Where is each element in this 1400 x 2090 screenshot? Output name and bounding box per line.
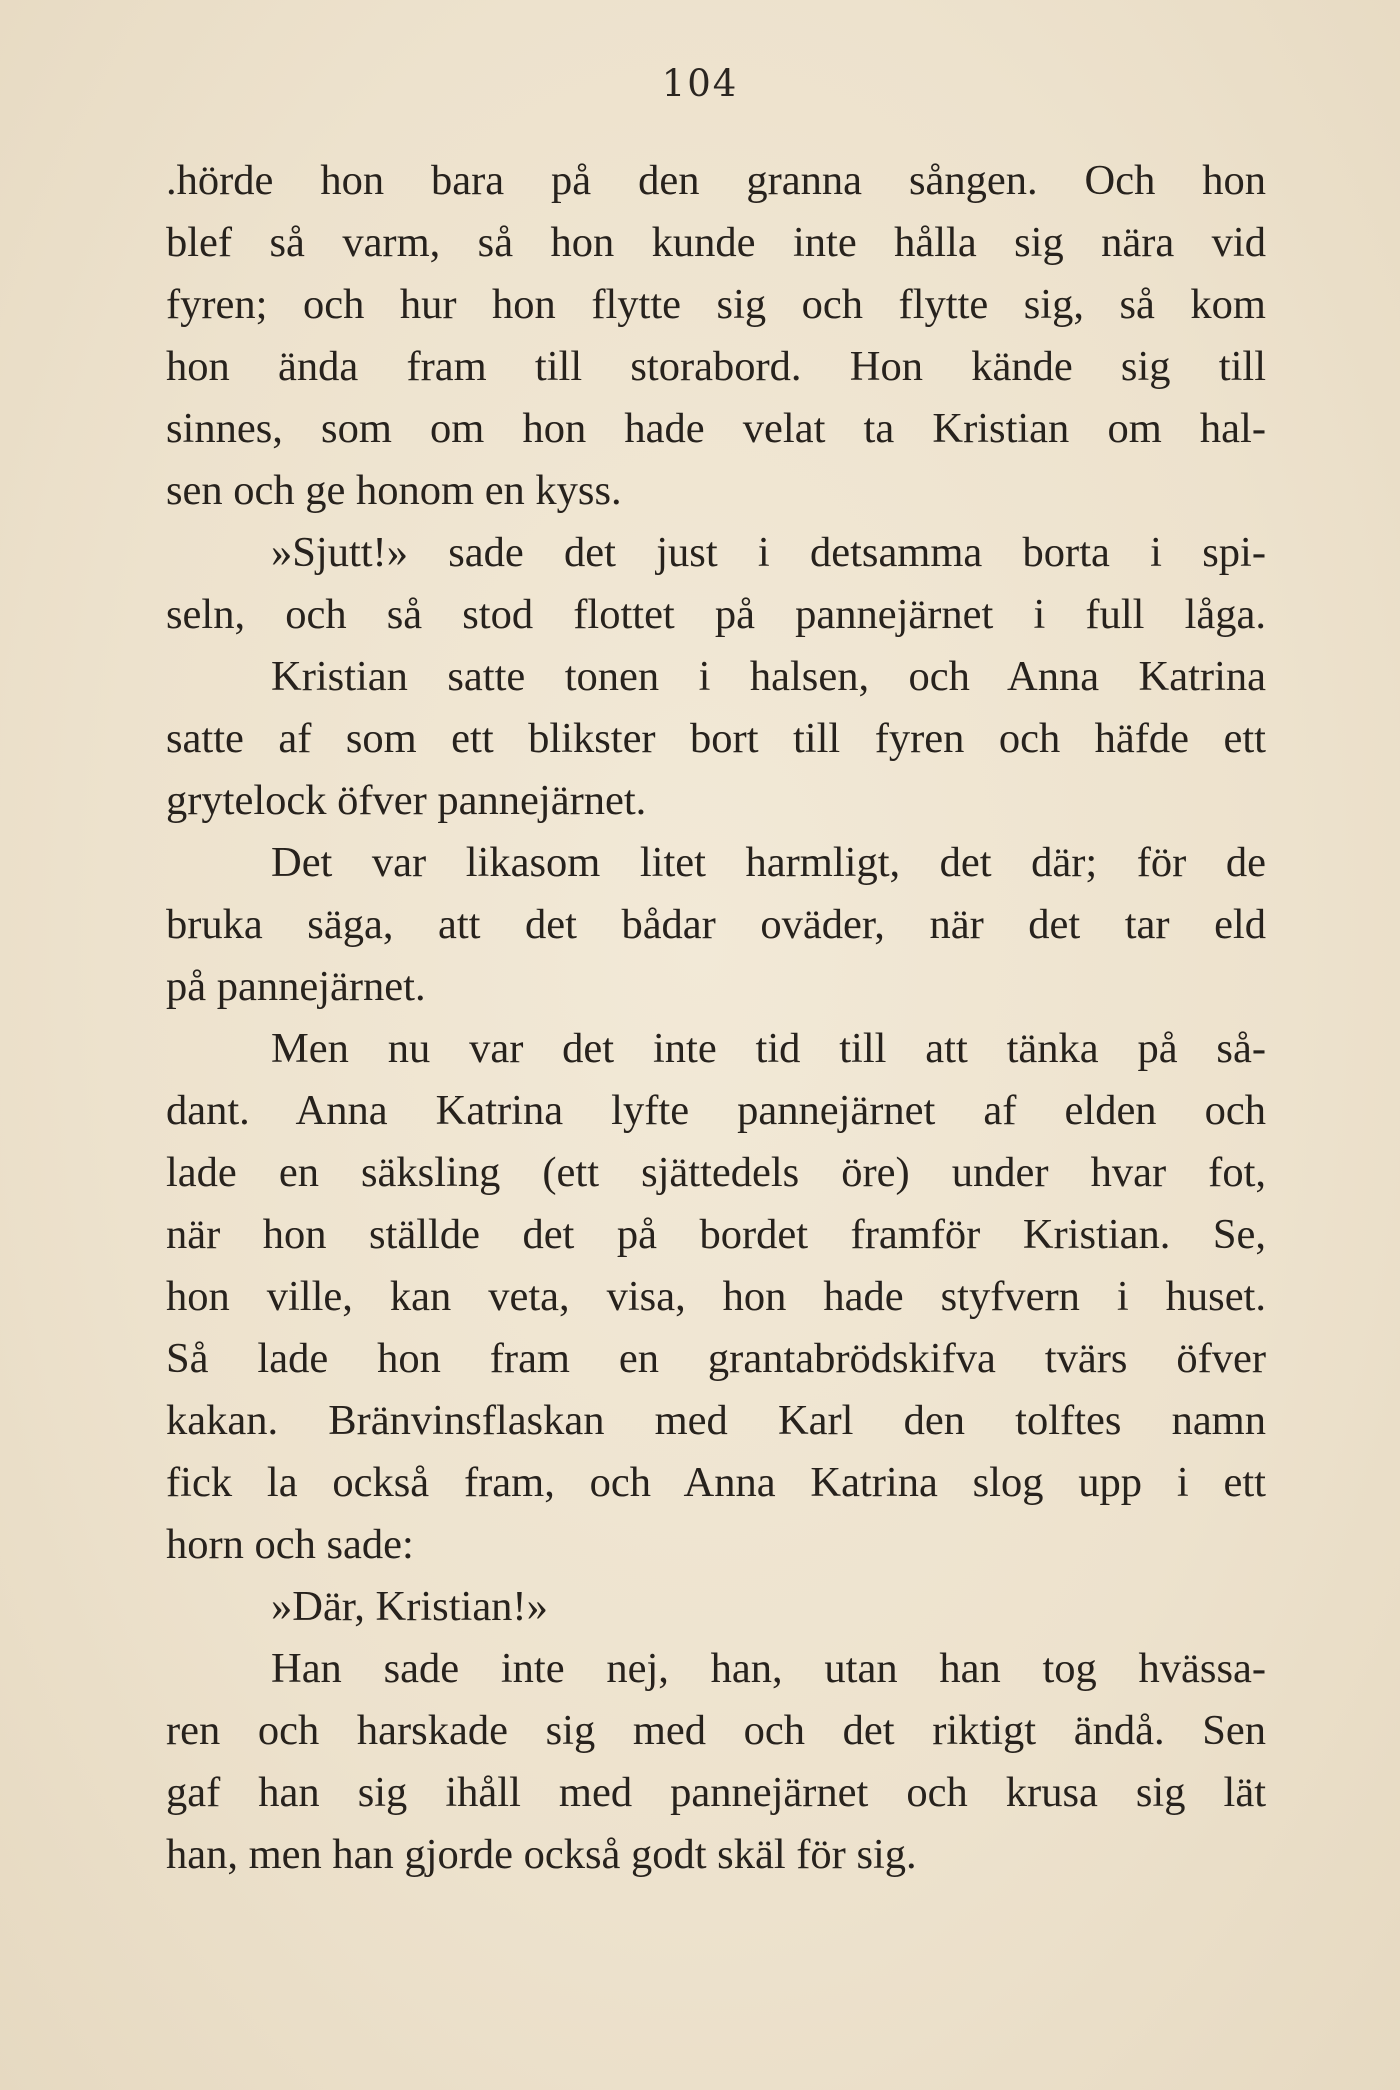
text-line: bruka säga, att det bådar oväder, när det tar eld	[166, 901, 1266, 948]
text-line: Det var likasom litet harmligt, det där; för de	[271, 839, 1266, 886]
text-line: Han sade inte nej, han, utan han tog hvässa-	[271, 1645, 1266, 1692]
text-line: satte af som ett blikster bort till fyren och häfde ett	[166, 715, 1266, 762]
text-line: på pannejärnet.	[166, 963, 426, 1010]
text-line: fick la också fram, och Anna Katrina slog upp i ett	[166, 1459, 1266, 1506]
text-line: sen och ge honom en kyss.	[166, 467, 622, 514]
text-line: Men nu var det inte tid till att tänka på så-	[271, 1025, 1266, 1072]
text-line: »Sjutt!» sade det just i detsamma borta i spi-	[271, 529, 1266, 576]
text-line: fyren; och hur hon flytte sig och flytte sig, så kom	[166, 281, 1266, 328]
text-line: .hörde hon bara på den granna sången. Och hon	[166, 157, 1266, 204]
text-line: ren och harskade sig med och det riktigt ändå. Sen	[166, 1707, 1266, 1754]
text-line: seln, och så stod flottet på pannejärnet i full låga.	[166, 591, 1266, 638]
text-line: hon ville, kan veta, visa, hon hade styfvern i huset.	[166, 1273, 1266, 1320]
body-text	[166, 150, 1266, 1886]
page-number: 104	[661, 62, 739, 105]
text-line: Kristian satte tonen i halsen, och Anna Katrina	[271, 653, 1266, 700]
text-line: sinnes, som om hon hade velat ta Kristian om hal-	[166, 405, 1266, 452]
text-line: blef så varm, så hon kunde inte hålla sig nära vid	[166, 219, 1266, 266]
text-line: när hon ställde det på bordet framför Kristian. Se,	[166, 1211, 1266, 1258]
text-line: horn och sade:	[166, 1521, 414, 1568]
text-line: han, men han gjorde också godt skäl för sig.	[166, 1831, 917, 1878]
text-line: grytelock öfver pannejärnet.	[166, 777, 647, 824]
text-line: hon ända fram till storabord. Hon kände sig till	[166, 343, 1266, 390]
text-line: dant. Anna Katrina lyfte pannejärnet af elden och	[166, 1087, 1266, 1134]
text-line: »Där, Kristian!»	[271, 1583, 548, 1630]
text-line: Så lade hon fram en grantabrödskifva tvärs öfver	[166, 1335, 1266, 1382]
text-line: lade en säksling (ett sjättedels öre) under hvar fot,	[166, 1149, 1266, 1196]
text-line: gaf han sig ihåll med pannejärnet och krusa sig lät	[166, 1769, 1266, 1816]
text-line: kakan. Bränvinsflaskan med Karl den tolftes namn	[166, 1397, 1266, 1444]
